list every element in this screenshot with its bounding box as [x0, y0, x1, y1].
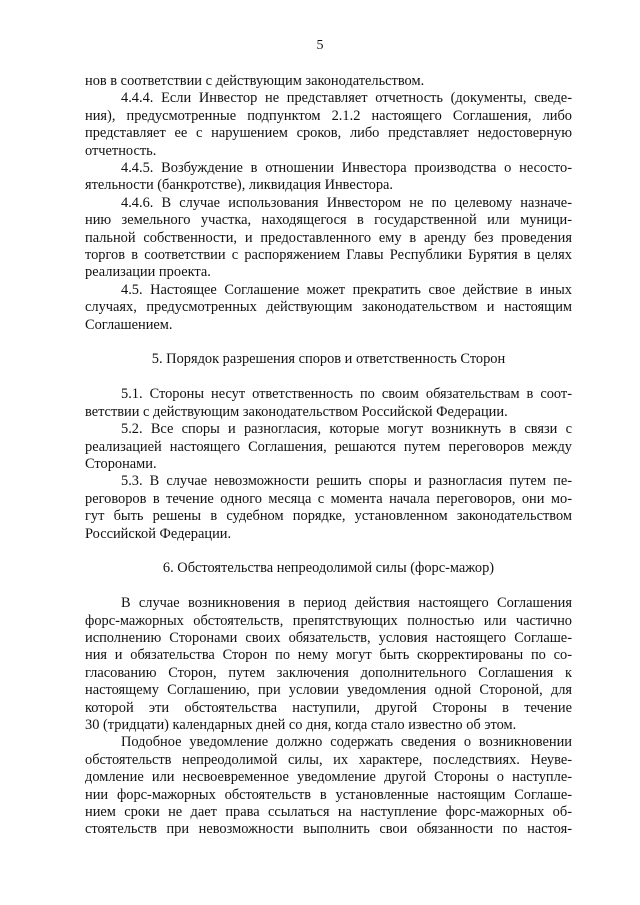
clause-5-3: 5.3. В случае невозможности решить споры и разногласия путем пе-: [121, 473, 572, 490]
text-line: исполнению Сторонами своих обязательств, условия настоящего Соглаше-: [85, 629, 572, 646]
text-line: реализации проекта.: [85, 264, 211, 281]
spacer: [85, 334, 572, 351]
text-line: нию земельного участка, находящегося в государственной или муници-: [85, 212, 572, 229]
text-line: представляет ее с нарушением сроков, либо представляет недостоверную: [85, 125, 572, 142]
text-line: отчетность.: [85, 142, 157, 159]
text-line: которой эти обстоятельства наступили, другой Стороны в течение: [85, 699, 572, 716]
clause-4-4-4: 4.4.4. Если Инвестор не представляет отчетность (документы, сведе-: [121, 90, 572, 107]
clause-4-4-6: 4.4.6. В случае использования Инвестором не по целевому назначе-: [121, 194, 572, 211]
text-line: ятельности (банкротстве), ликвидация Инвестора.: [85, 177, 394, 194]
section-5-heading: 5. Порядок разрешения споров и ответственность Сторон: [151, 351, 506, 368]
clause-4-4-5: 4.4.5. Возбуждение в отношении Инвестора производства о несосто-: [121, 160, 572, 177]
text-line: настоящему Соглашению, при условии уведомления одной Стороной, для: [85, 682, 572, 699]
text-line: торгов в соответствии с распоряжением Главы Республики Бурятия в целях: [85, 247, 572, 264]
text-line: пальной собственности, и предоставленного ему в аренду без проведения: [85, 229, 572, 246]
text-line: реговоров в течение одного месяца с момента начала переговоров, они мо-: [85, 490, 572, 507]
document-body: [85, 73, 572, 839]
section-6-heading: 6. Обстоятельства непреодолимой силы (форс-мажор): [162, 560, 495, 577]
text-line: ния и обязательства Сторон по нему могут быть скорректированы по со-: [85, 647, 572, 664]
clause-4-5: 4.5. Настоящее Соглашение может прекратить свое действие в иных: [121, 281, 572, 298]
text-line: домление или несвоевременное уведомление другой Стороны о наступле-: [85, 769, 572, 786]
text-line: реализацией настоящего Соглашения, решаются путем переговоров между: [85, 438, 572, 455]
text-line: стоятельств при невозможности выполнить свои обязанности по настоя-: [85, 821, 572, 838]
text-line: гут быть решены в судебном порядке, установленном законодательством: [85, 508, 572, 525]
text-line: 30 (тридцати) календарных дней со дня, когда стало известно об этом.: [85, 716, 517, 733]
text-line: Соглашением.: [85, 316, 173, 333]
text-line: ния), предусмотренные подпунктом 2.1.2 настоящего Соглашения, либо: [85, 107, 572, 124]
paragraph-notification: Подобное уведомление должно содержать сведения о возникновении: [121, 734, 572, 751]
text-line: форс-мажорных обстоятельств, препятствующих полностью или частично: [85, 612, 572, 629]
clause-5-2: 5.2. Все споры и разногласия, которые могут возникнуть в связи с: [121, 421, 572, 438]
text-line: нов в соответствии с действующим законодательством.: [85, 73, 425, 89]
text-line: Сторонами.: [85, 455, 157, 472]
text-line: нии форс-мажорных обстоятельств в установленные настоящим Соглаше-: [85, 786, 572, 803]
spacer: [85, 578, 572, 595]
clause-5-1: 5.1. Стороны несут ответственность по своим обязательствам в соот-: [121, 386, 572, 403]
spacer: [85, 543, 572, 560]
text-line: Российской Федерации.: [85, 525, 232, 542]
spacer: [85, 369, 572, 386]
page-number: 5: [316, 38, 324, 53]
text-line: ветствии с действующим законодательством Российской Федерации.: [85, 403, 508, 420]
text-line: нием сроки не дает права ссылаться на наступление форс-мажорных об-: [85, 804, 572, 820]
text-line: гласованию Сторон, путем заключения дополнительного Соглашения к: [85, 664, 572, 681]
paragraph-force-majeure: В случае возникновения в период действия настоящего Соглашения: [121, 595, 572, 612]
text-line: случаях, предусмотренных действующим законодательством и настоящим: [85, 299, 572, 316]
text-line: обстоятельств непреодолимой силы, их характере, последствиях. Неуве-: [85, 751, 572, 768]
